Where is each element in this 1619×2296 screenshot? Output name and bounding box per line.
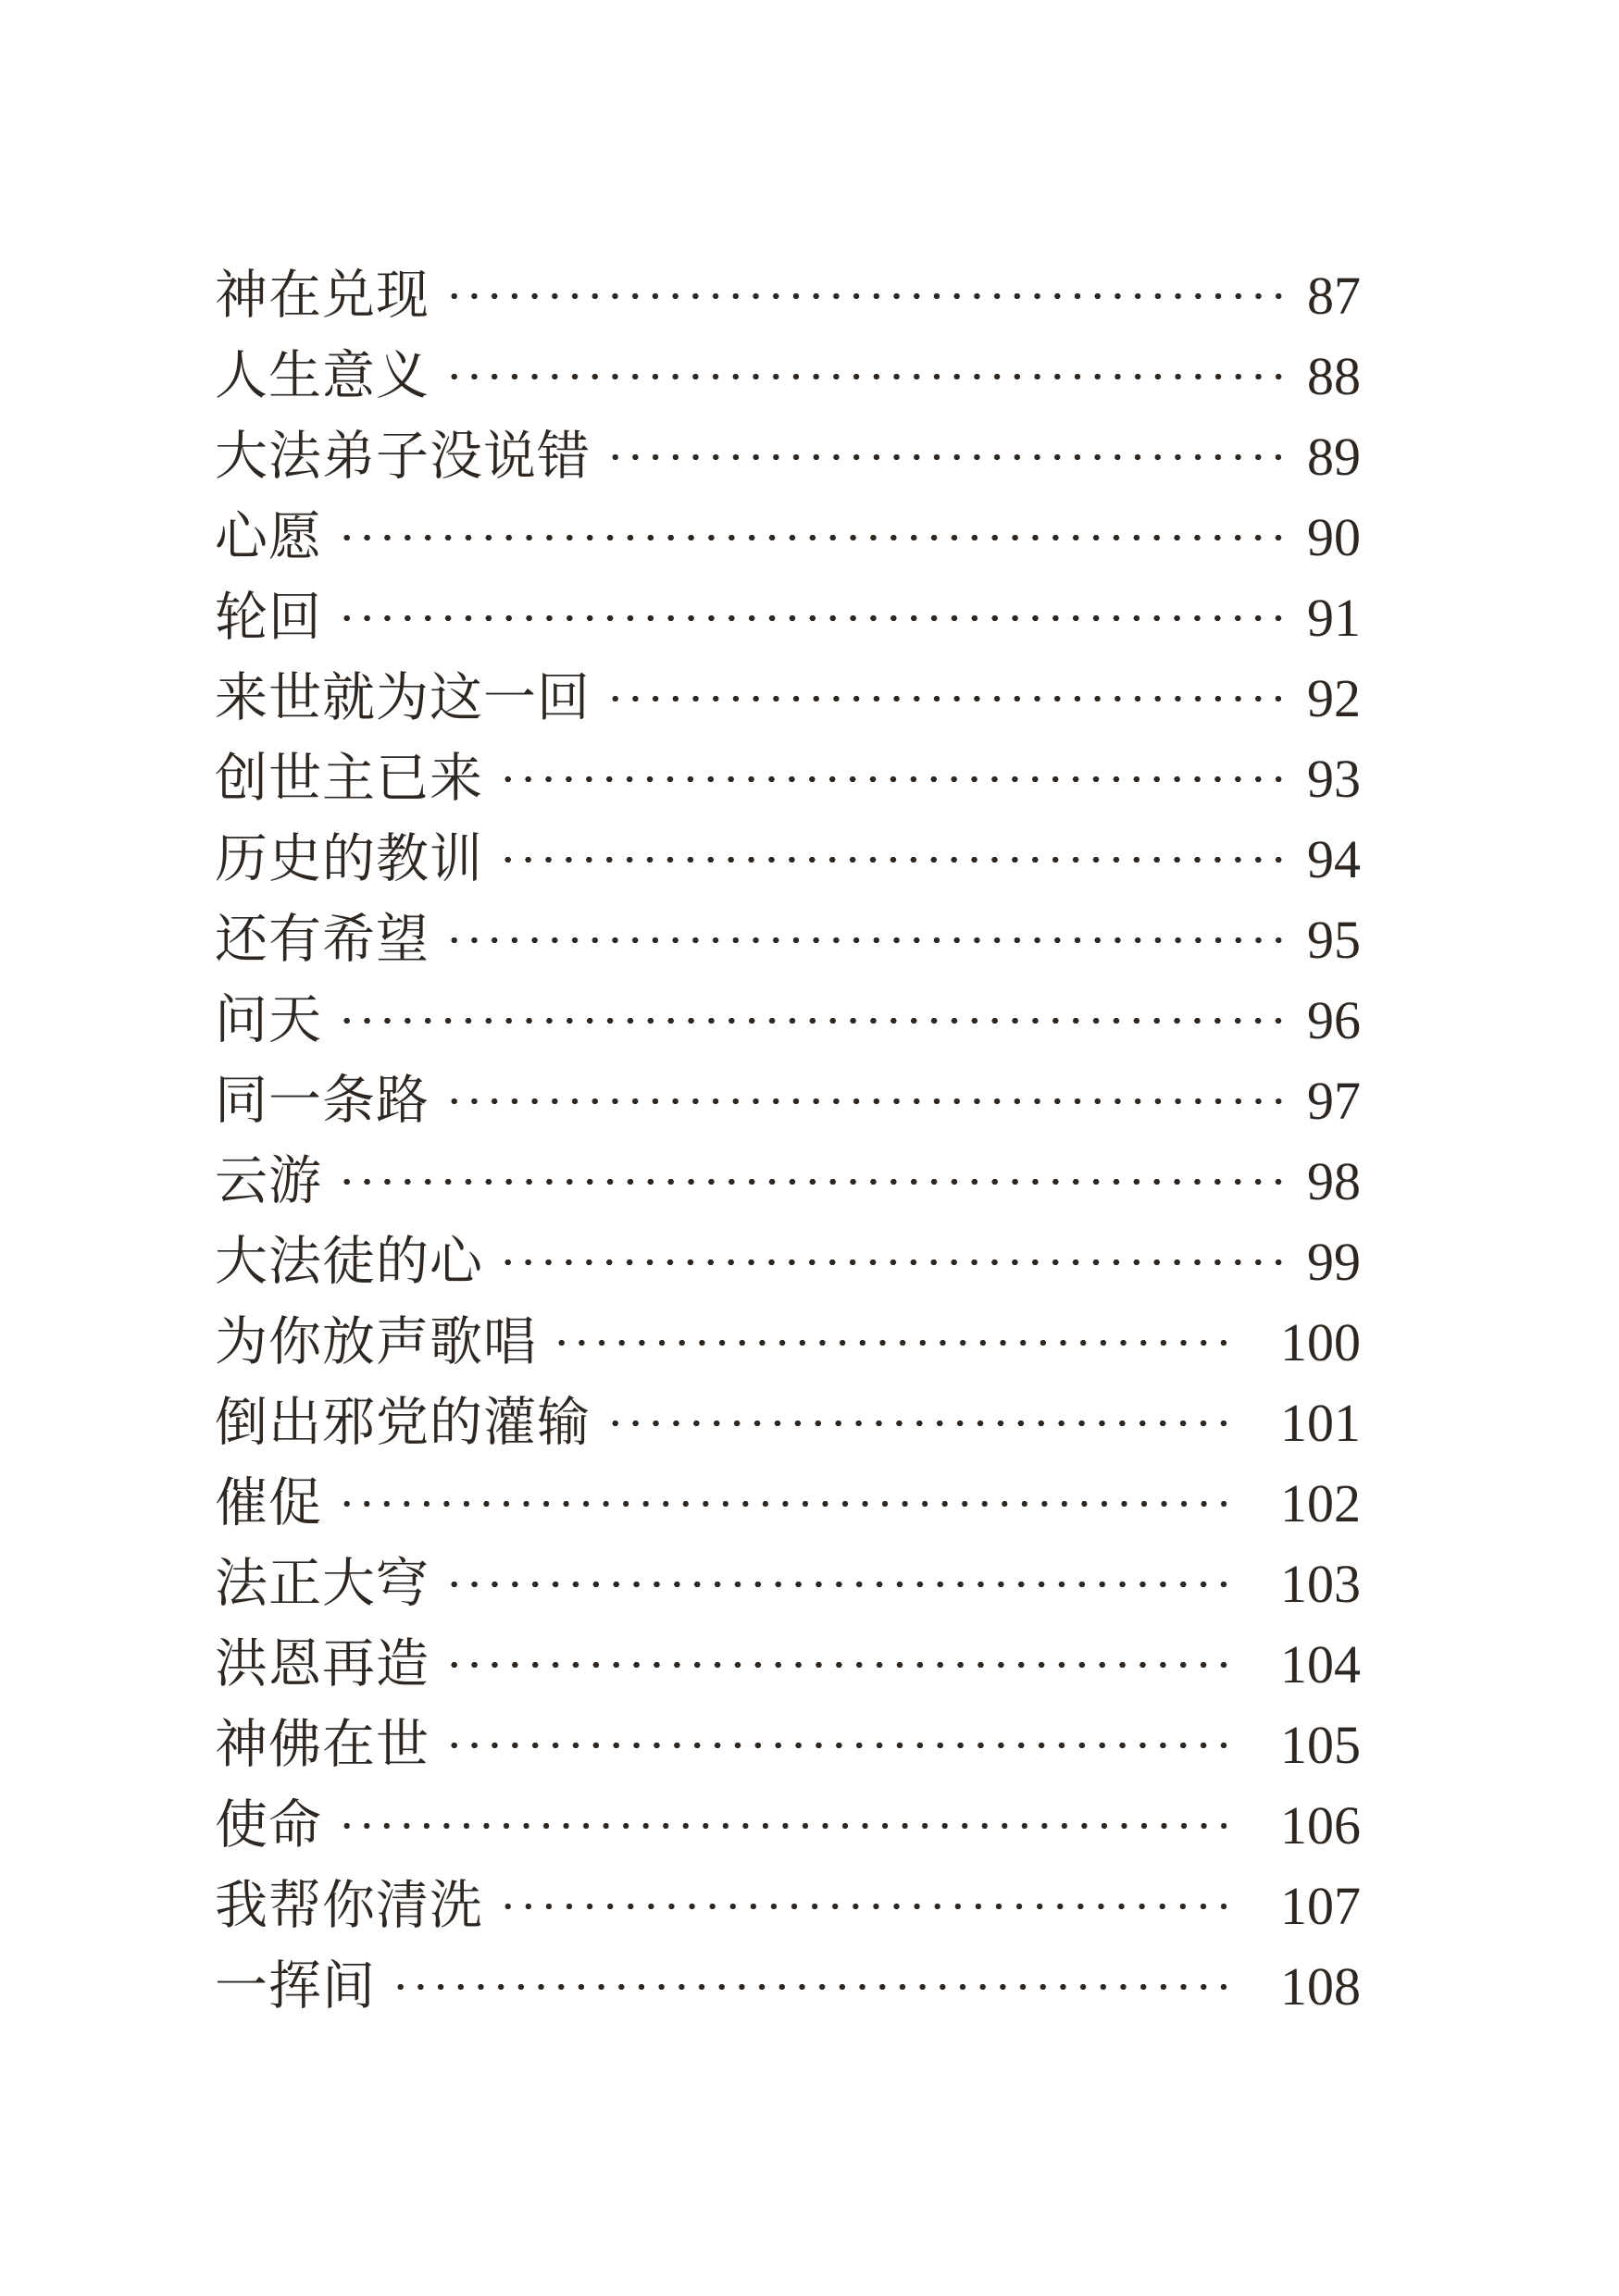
toc-entry <box>215 1705 1361 1785</box>
toc-entry-page-number: 97 <box>1307 1070 1361 1131</box>
toc-entry-title: 神在兑现 <box>215 267 430 325</box>
dot-leader <box>337 532 1289 543</box>
toc-entry-page-number: 102 <box>1280 1472 1361 1533</box>
toc-entry-title: 催促 <box>215 1474 322 1533</box>
dot-leader <box>605 1418 1234 1429</box>
toc-entry <box>215 1463 1361 1544</box>
toc-entry-title: 洪恩再造 <box>215 1635 430 1694</box>
toc-entry <box>215 1061 1361 1141</box>
toc-entry-page-number: 87 <box>1307 265 1361 326</box>
toc-entry-page-number: 92 <box>1307 667 1361 728</box>
toc-entry <box>215 658 1361 738</box>
dot-leader <box>605 452 1289 463</box>
toc-entry-page-number: 93 <box>1307 748 1361 809</box>
toc-entry <box>215 1946 1361 2027</box>
toc-entry-title: 历史的教训 <box>215 830 483 888</box>
dot-leader <box>444 935 1289 946</box>
toc-entry-page-number: 88 <box>1307 345 1361 406</box>
dot-leader <box>337 1176 1289 1187</box>
dot-leader <box>498 1901 1234 1912</box>
toc-entry <box>215 980 1361 1061</box>
table-of-contents <box>215 255 1361 2027</box>
toc-entry-page-number: 89 <box>1307 426 1361 487</box>
toc-entry-page-number: 98 <box>1307 1150 1361 1211</box>
toc-entry-page-number: 96 <box>1307 989 1361 1050</box>
dot-leader <box>552 1337 1234 1348</box>
toc-entry-title: 轮回 <box>215 589 322 647</box>
toc-entry-title: 大法徒的心 <box>215 1233 483 1291</box>
dot-leader <box>337 613 1289 624</box>
dot-leader <box>605 693 1289 704</box>
toc-entry <box>215 738 1361 819</box>
dot-leader <box>444 1740 1234 1751</box>
dot-leader <box>337 1015 1289 1026</box>
toc-entry-title: 一挥间 <box>215 1957 376 2016</box>
toc-entry-page-number: 103 <box>1280 1553 1361 1614</box>
dot-leader <box>444 371 1289 382</box>
toc-entry-page-number: 104 <box>1280 1633 1361 1694</box>
toc-entry-page-number: 108 <box>1280 1955 1361 2017</box>
toc-entry-title: 来世就为这一回 <box>215 669 591 727</box>
toc-entry-title: 心愿 <box>215 508 322 566</box>
toc-entry-title: 创世主已来 <box>215 750 483 808</box>
toc-entry-page-number: 91 <box>1307 587 1361 648</box>
toc-entry-title: 我帮你清洗 <box>215 1877 483 1935</box>
toc-entry-title: 同一条路 <box>215 1072 430 1130</box>
toc-entry-page-number: 106 <box>1280 1794 1361 1855</box>
dot-leader <box>498 774 1289 785</box>
toc-entry <box>215 1866 1361 1946</box>
dot-leader <box>444 1659 1234 1670</box>
toc-entry <box>215 900 1361 980</box>
toc-entry-page-number: 105 <box>1280 1714 1361 1775</box>
toc-entry <box>215 819 1361 900</box>
toc-entry-title: 神佛在世 <box>215 1716 430 1774</box>
toc-entry-page-number: 100 <box>1280 1311 1361 1372</box>
toc-entry-page-number: 107 <box>1280 1875 1361 1936</box>
dot-leader <box>444 1579 1234 1590</box>
toc-entry-page-number: 95 <box>1307 909 1361 970</box>
toc-entry <box>215 255 1361 336</box>
dot-leader <box>337 1498 1234 1509</box>
toc-entry-title: 云游 <box>215 1152 322 1210</box>
toc-entry <box>215 1624 1361 1705</box>
toc-entry-title: 使命 <box>215 1796 322 1855</box>
toc-entry <box>215 1383 1361 1463</box>
dot-leader <box>498 854 1289 865</box>
toc-entry-title: 问天 <box>215 991 322 1049</box>
toc-entry-title: 为你放声歌唱 <box>215 1313 537 1371</box>
dot-leader <box>444 291 1289 302</box>
toc-entry <box>215 416 1361 497</box>
toc-entry-page-number: 101 <box>1280 1392 1361 1453</box>
toc-entry-title: 倒出邪党的灌输 <box>215 1394 591 1452</box>
dot-leader <box>391 1981 1234 1992</box>
toc-entry-title: 法正大穹 <box>215 1555 430 1613</box>
toc-entry <box>215 1222 1361 1302</box>
dot-leader <box>337 1820 1234 1831</box>
dot-leader <box>498 1257 1289 1268</box>
toc-entry <box>215 1302 1361 1383</box>
dot-leader <box>444 1096 1289 1107</box>
toc-entry-page-number: 90 <box>1307 506 1361 567</box>
toc-entry <box>215 1785 1361 1866</box>
toc-entry <box>215 336 1361 416</box>
toc-entry-page-number: 99 <box>1307 1231 1361 1292</box>
toc-entry-page-number: 94 <box>1307 828 1361 889</box>
toc-entry <box>215 577 1361 658</box>
toc-entry <box>215 1544 1361 1624</box>
toc-entry-title: 人生意义 <box>215 347 430 405</box>
toc-entry-title: 还有希望 <box>215 911 430 969</box>
toc-entry <box>215 497 1361 577</box>
toc-entry <box>215 1141 1361 1222</box>
toc-entry-title: 大法弟子没说错 <box>215 428 591 486</box>
